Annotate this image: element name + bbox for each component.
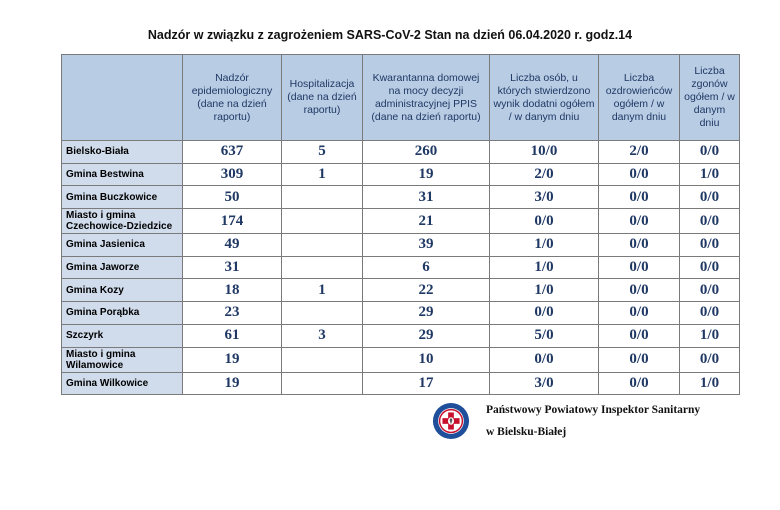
table-row — [62, 372, 740, 395]
cell-ozdrowiency: 0/0 — [599, 209, 680, 234]
cell-nadzor: 309 — [183, 163, 282, 186]
cell-zgony: 0/0 — [680, 234, 740, 257]
cell-dodatni: 1/0 — [490, 234, 599, 257]
header-cell-zgony: Liczba zgonów ogółem / w danym dniu — [680, 55, 740, 141]
cell-hospitalizacja — [282, 347, 363, 372]
table-row — [62, 279, 740, 302]
table-row — [62, 163, 740, 186]
cell-kwarantanna: 6 — [363, 256, 490, 279]
cell-ozdrowiency: 0/0 — [599, 234, 680, 257]
cell-hospitalizacja — [282, 209, 363, 234]
cell-zgony: 0/0 — [680, 141, 740, 164]
inspector-location: w Bielsku-Białej — [486, 426, 567, 438]
cell-nadzor: 19 — [183, 347, 282, 372]
cell-nadzor: 637 — [183, 141, 282, 164]
cell-zgony: 1/0 — [680, 372, 740, 395]
signature-block — [432, 400, 752, 450]
cell-nadzor: 50 — [183, 186, 282, 209]
sanitary-inspection-emblem-icon — [432, 402, 470, 440]
cell-hospitalizacja — [282, 302, 363, 325]
cell-dodatni: 3/0 — [490, 372, 599, 395]
cell-dodatni: 0/0 — [490, 302, 599, 325]
cell-nadzor: 18 — [183, 279, 282, 302]
cell-nadzor: 61 — [183, 324, 282, 347]
cell-hospitalizacja — [282, 234, 363, 257]
report-title: Nadzór w związku z zagrożeniem SARS-CoV-2 Stan na dzień 06.04.2020 r. godz.14 — [147, 28, 633, 42]
cell-kwarantanna: 19 — [363, 163, 490, 186]
cell-kwarantanna: 21 — [363, 209, 490, 234]
cell-kwarantanna: 260 — [363, 141, 490, 164]
cell-hospitalizacja — [282, 186, 363, 209]
cell-ozdrowiency: 2/0 — [599, 141, 680, 164]
cell-nadzor: 23 — [183, 302, 282, 325]
row-name: Gmina Buczkowice — [62, 186, 183, 209]
cell-kwarantanna: 39 — [363, 234, 490, 257]
cell-hospitalizacja — [282, 256, 363, 279]
cell-ozdrowiency: 0/0 — [599, 372, 680, 395]
header-cell-kwarantanna: Kwarantanna domowej na mocy decyzji administracyjnej PPIS (dane na dzień raportu) — [363, 55, 490, 141]
row-name: Miasto i gmina Wilamowice — [62, 347, 183, 372]
header-cell-dodatni: Liczba osób, u których stwierdzono wynik dodatni ogółem / w danym dniu — [490, 55, 599, 141]
cell-zgony: 0/0 — [680, 302, 740, 325]
cell-dodatni: 1/0 — [490, 279, 599, 302]
cell-kwarantanna: 17 — [363, 372, 490, 395]
row-name: Gmina Porąbka — [62, 302, 183, 325]
row-name: Gmina Wilkowice — [62, 372, 183, 395]
cell-zgony: 1/0 — [680, 324, 740, 347]
row-name: Bielsko-Biała — [62, 141, 183, 164]
cell-dodatni: 10/0 — [490, 141, 599, 164]
cell-dodatni: 2/0 — [490, 163, 599, 186]
header-cell-hospitalizacja: Hospitalizacja (dane na dzień raportu) — [282, 55, 363, 141]
table-row — [62, 302, 740, 325]
cell-dodatni: 3/0 — [490, 186, 599, 209]
cell-dodatni: 0/0 — [490, 347, 599, 372]
cell-nadzor: 49 — [183, 234, 282, 257]
cell-zgony: 0/0 — [680, 256, 740, 279]
cell-kwarantanna: 22 — [363, 279, 490, 302]
cell-hospitalizacja: 5 — [282, 141, 363, 164]
row-name: Szczyrk — [62, 324, 183, 347]
table-row — [62, 347, 740, 372]
cell-ozdrowiency: 0/0 — [599, 163, 680, 186]
cell-dodatni: 0/0 — [490, 209, 599, 234]
table-row — [62, 234, 740, 257]
cell-hospitalizacja: 3 — [282, 324, 363, 347]
cell-dodatni: 1/0 — [490, 256, 599, 279]
cell-hospitalizacja: 1 — [282, 279, 363, 302]
cell-ozdrowiency: 0/0 — [599, 302, 680, 325]
cell-nadzor: 174 — [183, 209, 282, 234]
cell-dodatni: 5/0 — [490, 324, 599, 347]
cell-ozdrowiency: 0/0 — [599, 347, 680, 372]
cell-zgony: 0/0 — [680, 186, 740, 209]
table-header-row — [62, 55, 740, 141]
row-name: Gmina Bestwina — [62, 163, 183, 186]
cell-zgony: 0/0 — [680, 279, 740, 302]
cell-ozdrowiency: 0/0 — [599, 186, 680, 209]
cell-ozdrowiency: 0/0 — [599, 324, 680, 347]
row-name: Miasto i gmina Czechowice-Dziedzice — [62, 209, 183, 234]
cell-kwarantanna: 10 — [363, 347, 490, 372]
cell-zgony: 0/0 — [680, 347, 740, 372]
cell-hospitalizacja — [282, 372, 363, 395]
cell-kwarantanna: 31 — [363, 186, 490, 209]
covid-report-table — [61, 54, 740, 395]
cell-zgony: 0/0 — [680, 209, 740, 234]
row-name: Gmina Kozy — [62, 279, 183, 302]
cell-ozdrowiency: 0/0 — [599, 279, 680, 302]
table-row — [62, 256, 740, 279]
table-row — [62, 324, 740, 347]
cell-kwarantanna: 29 — [363, 324, 490, 347]
header-cell-ozdrowiency: Liczba ozdrowieńców ogółem / w danym dniu — [599, 55, 680, 141]
cell-nadzor: 31 — [183, 256, 282, 279]
header-cell-blank — [62, 55, 183, 141]
cell-nadzor: 19 — [183, 372, 282, 395]
cell-hospitalizacja: 1 — [282, 163, 363, 186]
inspector-title: Państwowy Powiatowy Inspektor Sanitarny — [486, 404, 701, 416]
cell-ozdrowiency: 0/0 — [599, 256, 680, 279]
table-row — [62, 209, 740, 234]
header-cell-nadzor: Nadzór epidemiologiczny (dane na dzień raportu) — [183, 55, 282, 141]
row-name: Gmina Jaworze — [62, 256, 183, 279]
table-row — [62, 186, 740, 209]
row-name: Gmina Jasienica — [62, 234, 183, 257]
cell-zgony: 1/0 — [680, 163, 740, 186]
cell-kwarantanna: 29 — [363, 302, 490, 325]
table-row — [62, 141, 740, 164]
